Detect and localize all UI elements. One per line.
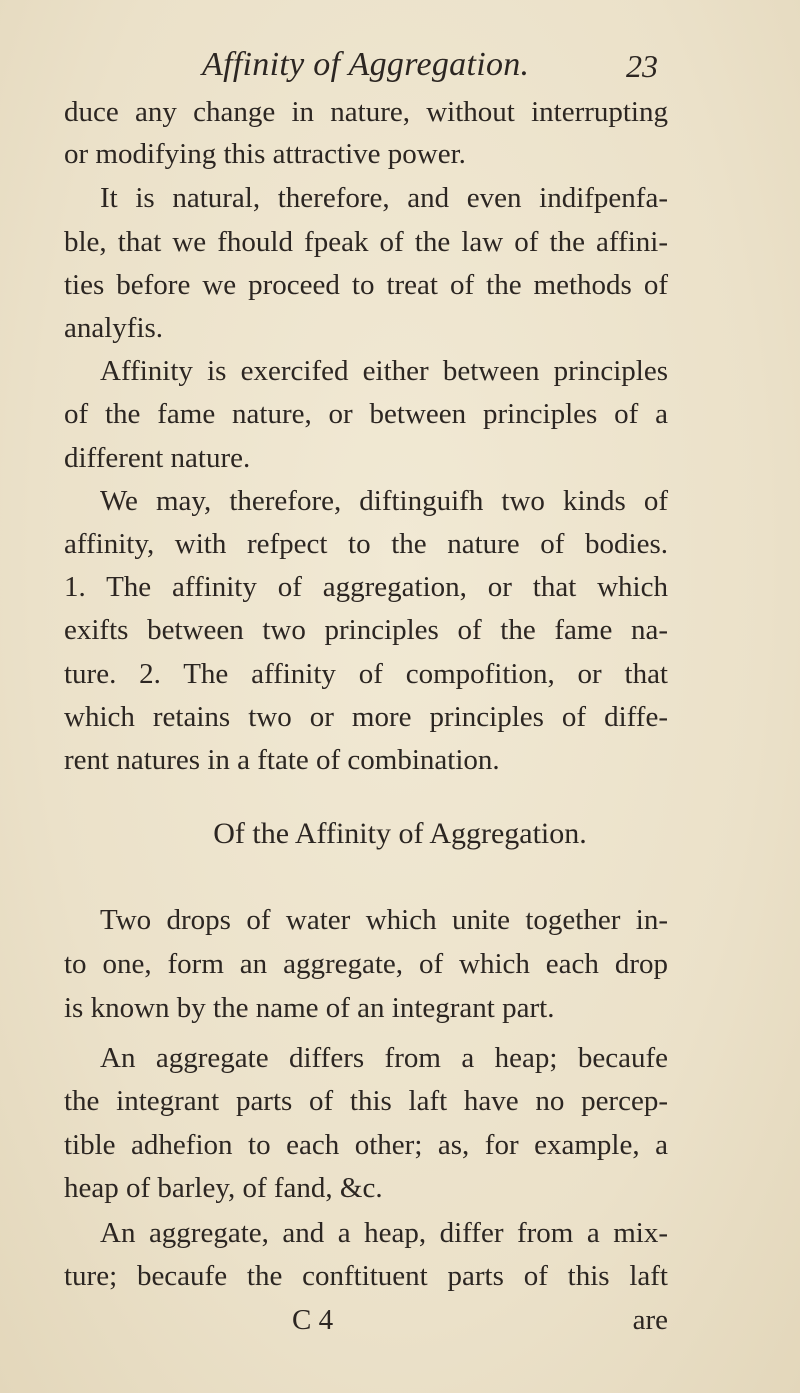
text-line: to one, form an aggregate, of which each drop bbox=[64, 948, 668, 980]
page-number: 23 bbox=[626, 48, 658, 84]
text-line: of the fame nature, or between principles of a bbox=[64, 398, 668, 430]
text-line: 1. The affinity of aggregation, or that which bbox=[64, 571, 668, 603]
text-line: exifts between two principles of the fame na- bbox=[64, 614, 668, 646]
text-line: An aggregate, and a heap, differ from a mix- bbox=[100, 1217, 668, 1249]
text-line: or modifying this attractive power. bbox=[64, 138, 466, 170]
text-line: ties before we proceed to treat of the methods of bbox=[64, 269, 668, 301]
text-line: rent natures in a ftate of combination. bbox=[64, 744, 500, 776]
text-line: affinity, with refpect to the nature of bodies. bbox=[64, 528, 668, 560]
catchword: are bbox=[632, 1304, 668, 1336]
running-head: Affinity of Aggregation. bbox=[202, 46, 530, 83]
section-heading: Of the Affinity of Aggregation. bbox=[213, 817, 587, 850]
text-line: different nature. bbox=[64, 442, 251, 474]
text-line: Affinity is exercifed either between principles bbox=[100, 355, 668, 387]
text-line: An aggregate differs from a heap; becaufe bbox=[100, 1042, 668, 1074]
text-line: is known by the name of an integrant part. bbox=[64, 992, 555, 1024]
page-footer bbox=[64, 1302, 668, 1338]
text-line: ture. 2. The affinity of compofition, or that bbox=[64, 658, 668, 690]
page-header bbox=[0, 46, 800, 92]
text-line: the integrant parts of this laft have no percep- bbox=[64, 1085, 668, 1117]
text-line: tible adhefion to each other; as, for example, a bbox=[64, 1129, 668, 1161]
text-line: ture; becaufe the conftituent parts of this laft bbox=[64, 1260, 668, 1292]
text-line: which retains two or more principles of diffe- bbox=[64, 701, 668, 733]
text-line: analyfis. bbox=[64, 312, 164, 344]
signature-mark: C 4 bbox=[292, 1304, 334, 1336]
text-line: heap of barley, of fand, &c. bbox=[64, 1172, 383, 1204]
text-line: We may, therefore, diftinguifh two kinds of bbox=[100, 485, 668, 517]
text-line: ble, that we fhould fpeak of the law of the affini- bbox=[64, 226, 668, 258]
text-line: Two drops of water which unite together in- bbox=[100, 904, 668, 936]
text-line: duce any change in nature, without interrupting bbox=[64, 96, 668, 128]
text-line: It is natural, therefore, and even indifpenfa- bbox=[100, 182, 668, 214]
